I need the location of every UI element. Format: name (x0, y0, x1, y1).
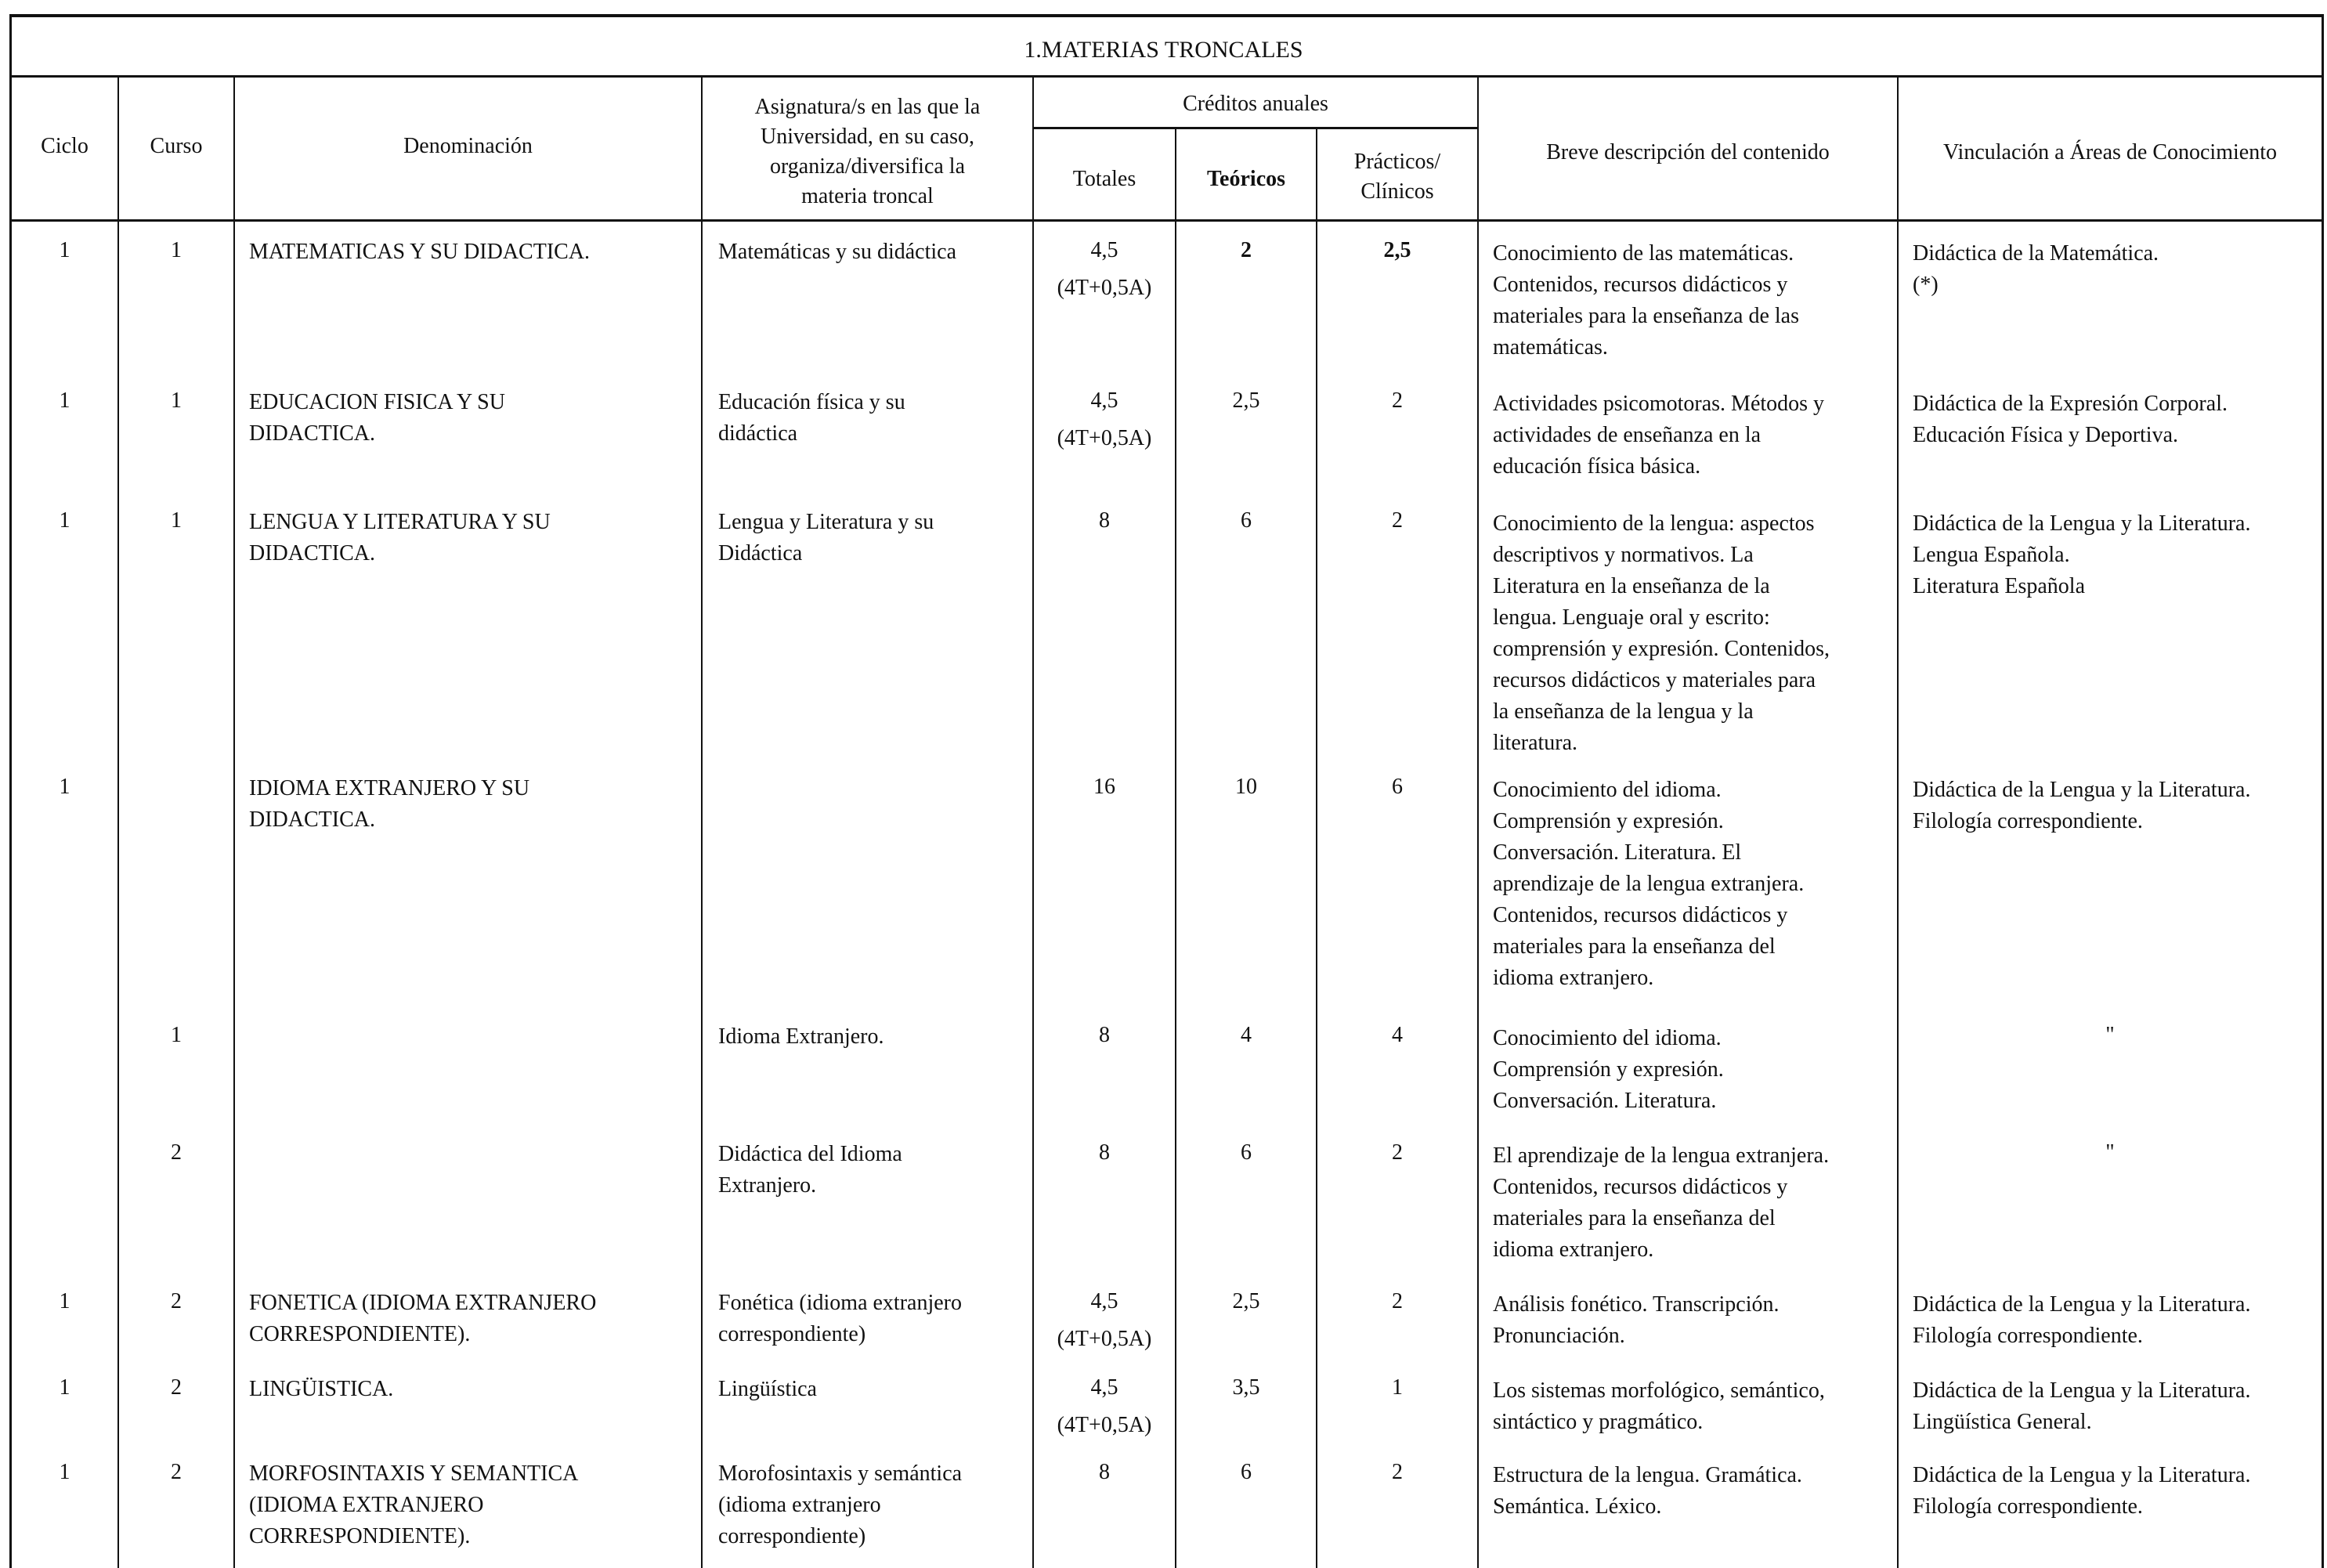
cell-asignatura (718, 507, 934, 569)
descripcion-line: Conocimiento de la lengua: aspectos (1493, 511, 1815, 536)
vinculacion-line: Educación Física y Deportiva. (1913, 423, 2179, 447)
descripcion-line: Contenidos, recursos didácticos y (1493, 1175, 1788, 1199)
descripcion-line: aprendizaje de la lengua extranjera. (1493, 872, 1805, 896)
descripcion-line: materiales para la enseñanza del (1493, 934, 1776, 959)
descripcion-line: recursos didácticos y materiales para (1493, 668, 1816, 692)
asignatura-line: (idioma extranjero (718, 1493, 881, 1517)
vinculacion-line: Didáctica de la Lengua y la Literatura. (1913, 1292, 2251, 1317)
col-rule-3 (701, 75, 703, 1568)
cell-descripcion (1493, 775, 1804, 994)
cell-teoricos: 4 (1241, 1023, 1252, 1047)
header-ciclo: Ciclo (41, 134, 89, 158)
cell-practicos: 2 (1392, 1140, 1403, 1165)
cell-teoricos: 2,5 (1232, 1289, 1260, 1313)
descripcion-line: educación física básica. (1493, 454, 1701, 479)
asignatura-line: didáctica (718, 421, 798, 446)
cell-vinculacion (1913, 388, 2228, 451)
cell-descripcion (1493, 1375, 1825, 1438)
header-descripcion: Breve descripción del contenido (1546, 140, 1830, 164)
cell-ciclo: 1 (59, 1375, 70, 1400)
cell-asignatura (718, 1021, 883, 1053)
descripcion-line: Contenidos, recursos didácticos y (1493, 903, 1788, 927)
cell-asignatura (718, 1374, 817, 1405)
header-practicos-line: Prácticos/ (1353, 150, 1441, 174)
cell-curso: 1 (171, 508, 182, 533)
asignatura-line: Educación física y su (718, 390, 905, 414)
descripcion-line: Conocimiento del idioma. (1493, 778, 1722, 802)
vinculacion-line: Didáctica de la Lengua y la Literatura. (1913, 1463, 2251, 1487)
cell-descripcion (1493, 1023, 1724, 1117)
descripcion-line: sintáctico y pragmático. (1493, 1410, 1704, 1434)
cell-totales: 4,5 (1090, 238, 1118, 262)
cell-curso: 1 (171, 388, 182, 413)
cell-ciclo: 1 (59, 1460, 70, 1484)
cell-descripcion (1493, 238, 1799, 363)
asignatura-line: correspondiente) (718, 1322, 866, 1346)
cell-practicos: 4 (1392, 1023, 1403, 1047)
cell-practicos: 2 (1392, 508, 1403, 533)
rule-below-header (12, 219, 2322, 222)
descripcion-line: comprensión y expresión. Contenidos, (1493, 637, 1830, 661)
denominacion-line: CORRESPONDIENTE). (249, 1524, 471, 1548)
descripcion-line: Comprensión y expresión. (1493, 1057, 1724, 1082)
cell-teoricos: 2 (1241, 238, 1252, 262)
header-practicos-line: Clínicos (1360, 179, 1434, 204)
cell-vinculacion (1913, 1289, 2250, 1352)
col-rule-1 (117, 75, 119, 1568)
cell-curso: 2 (171, 1460, 182, 1484)
cell-teoricos: 6 (1241, 508, 1252, 533)
cell-totales: 8 (1099, 1140, 1110, 1165)
vinculacion-line: Lengua Española. (1913, 543, 2070, 567)
cell-teoricos: 10 (1235, 775, 1257, 799)
cell-practicos: 6 (1392, 775, 1403, 799)
cell-practicos: 2 (1392, 1289, 1403, 1313)
descripcion-line: Conocimiento del idioma. (1493, 1026, 1722, 1050)
col-rule-5 (1175, 127, 1176, 1568)
cell-teoricos: 6 (1241, 1140, 1252, 1165)
descripcion-line: Literatura en la enseñanza de la (1493, 574, 1770, 598)
cell-denominacion (249, 387, 505, 450)
cell-denominacion (249, 1458, 578, 1552)
col-rule-6 (1316, 127, 1317, 1568)
cell-teoricos: 3,5 (1232, 1375, 1260, 1400)
descripcion-line: descriptivos y normativos. La (1493, 543, 1754, 567)
denominacion-line: MORFOSINTAXIS Y SEMANTICA (249, 1461, 579, 1486)
cell-ciclo: 1 (59, 238, 70, 262)
denominacion-line: (IDIOMA EXTRANJERO (249, 1493, 484, 1517)
asignatura-line: correspondiente) (718, 1524, 866, 1548)
cell-asignatura (718, 1139, 902, 1201)
asignatura-line: Extranjero. (718, 1173, 817, 1198)
vinculacion-line: Filología correspondiente. (1913, 1324, 2143, 1348)
cell-totales: 8 (1099, 1023, 1110, 1047)
asignatura-line: Morofosintaxis y semántica (718, 1461, 963, 1486)
descripcion-line: materiales para la enseñanza del (1493, 1206, 1776, 1230)
asignatura-line: Lengua y Literatura y su (718, 510, 934, 534)
descripcion-line: Contenidos, recursos didácticos y (1493, 273, 1788, 297)
cell-totales: 8 (1099, 1460, 1110, 1484)
cell-practicos: 2,5 (1383, 238, 1411, 262)
descripcion-line: Los sistemas morfológico, semántico, (1493, 1378, 1825, 1403)
descripcion-line: matemáticas. (1493, 335, 1608, 359)
cell-denominacion (249, 237, 590, 268)
cell-totales: 4,5 (1090, 1375, 1118, 1400)
vinculacion-line: Literatura Española (1913, 574, 2086, 598)
header-asignatura (703, 92, 1032, 211)
vinculacion-line: Didáctica de la Lengua y la Literatura. (1913, 1378, 2251, 1403)
cell-totales-note: (4T+0,5A) (1057, 426, 1152, 450)
asignatura-line: Idioma Extranjero. (718, 1024, 884, 1049)
header-creditos: Créditos anuales (1183, 92, 1328, 116)
header-asignatura-line: Asignatura/s en las que la (754, 95, 981, 119)
header-vinculacion: Vinculación a Áreas de Conocimiento (1943, 140, 2277, 164)
cell-totales: 4,5 (1090, 388, 1118, 413)
denominacion-line: MATEMATICAS Y SU DIDACTICA. (249, 240, 591, 264)
descripcion-line: lengua. Lenguaje oral y escrito: (1493, 605, 1770, 630)
cell-practicos: 2 (1392, 1460, 1403, 1484)
denominacion-line: IDIOMA EXTRANJERO Y SU (249, 776, 530, 800)
cell-curso: 2 (171, 1289, 182, 1313)
cell-totales-note: (4T+0,5A) (1057, 1327, 1152, 1351)
vinculacion-line: Didáctica de la Lengua y la Literatura. (1913, 511, 2251, 536)
cell-asignatura (718, 1288, 962, 1350)
col-rule-7 (1477, 75, 1479, 1568)
denominacion-line: DIDACTICA. (249, 421, 375, 446)
cell-vinculacion-ditto: " (2105, 1023, 2115, 1047)
denominacion-line: LENGUA Y LITERATURA Y SU (249, 510, 551, 534)
cell-denominacion (249, 1288, 596, 1350)
header-asignatura-line: organiza/diversifica la (769, 154, 966, 179)
descripcion-line: idioma extranjero. (1493, 966, 1654, 990)
descripcion-line: Comprensión y expresión. (1493, 809, 1724, 833)
cell-totales: 16 (1093, 775, 1115, 799)
cell-descripcion (1493, 388, 1824, 482)
cell-descripcion (1493, 1289, 1780, 1352)
descripcion-line: Conversación. Literatura. El (1493, 840, 1742, 865)
vinculacion-line: Didáctica de la Matemática. (1913, 241, 2159, 266)
cell-totales-note: (4T+0,5A) (1057, 1413, 1152, 1437)
cell-totales: 8 (1099, 508, 1110, 533)
vinculacion-line: Didáctica de la Expresión Corporal. (1913, 392, 2228, 416)
cell-descripcion (1493, 508, 1830, 759)
cell-curso: 1 (171, 238, 182, 262)
cell-practicos: 2 (1392, 388, 1403, 413)
descripcion-line: actividades de enseñanza en la (1493, 423, 1762, 447)
col-rule-2 (233, 75, 235, 1568)
descripcion-line: Conocimiento de las matemáticas. (1493, 241, 1794, 266)
denominacion-line: DIDACTICA. (249, 807, 375, 832)
cell-ciclo: 1 (59, 508, 70, 533)
header-denominacion: Denominación (403, 134, 533, 158)
cell-vinculacion-ditto: " (2105, 1140, 2115, 1165)
descripcion-line: la enseñanza de la lengua y la (1493, 699, 1754, 724)
vinculacion-line: Didáctica de la Lengua y la Literatura. (1913, 778, 2251, 802)
cell-totales: 4,5 (1090, 1289, 1118, 1313)
asignatura-line: Lingüística (718, 1377, 817, 1401)
cell-vinculacion (1913, 238, 2159, 301)
cell-denominacion (249, 773, 529, 836)
descripcion-line: Conversación. Literatura. (1493, 1089, 1717, 1113)
asignatura-line: Fonética (idioma extranjero (718, 1291, 962, 1315)
descripcion-line: Actividades psicomotoras. Métodos y (1493, 392, 1825, 416)
vinculacion-line: Filología correspondiente. (1913, 809, 2143, 833)
section-title: 1.MATERIAS TRONCALES (1024, 37, 1303, 63)
cell-asignatura (718, 387, 905, 450)
cell-vinculacion (1913, 1375, 2250, 1438)
vinculacion-line: Lingüística General. (1913, 1410, 2092, 1434)
denominacion-line: CORRESPONDIENTE). (249, 1322, 471, 1346)
descripcion-line: Pronunciación. (1493, 1324, 1625, 1348)
descripcion-line: idioma extranjero. (1493, 1237, 1654, 1262)
descripcion-line: materiales para la enseñanza de las (1493, 304, 1800, 328)
cell-descripcion (1493, 1460, 1802, 1523)
denominacion-line: FONETICA (IDIOMA EXTRANJERO (249, 1291, 597, 1315)
cell-asignatura (718, 237, 956, 268)
cell-asignatura (718, 1458, 962, 1552)
cell-teoricos: 2,5 (1232, 388, 1260, 413)
cell-denominacion (249, 507, 551, 569)
header-practicos (1317, 147, 1477, 207)
cell-vinculacion (1913, 508, 2250, 602)
descripcion-line: Estructura de la lengua. Gramática. (1493, 1463, 1802, 1487)
header-asignatura-line: Universidad, en su caso, (761, 125, 974, 149)
header-teoricos: Teóricos (1206, 167, 1286, 191)
cell-denominacion (249, 1374, 393, 1405)
cell-ciclo: 1 (59, 775, 70, 799)
asignatura-line: Matemáticas y su didáctica (718, 240, 956, 264)
denominacion-line: EDUCACION FISICA Y SU (249, 390, 505, 414)
cell-teoricos: 6 (1241, 1460, 1252, 1484)
vinculacion-line: (*) (1913, 273, 1939, 297)
denominacion-line: DIDACTICA. (249, 541, 375, 565)
cell-curso: 2 (171, 1140, 182, 1165)
cell-vinculacion (1913, 775, 2250, 837)
cell-practicos: 1 (1392, 1375, 1403, 1400)
header-curso: Curso (150, 134, 203, 158)
asignatura-line: Didáctica (718, 541, 803, 565)
descripcion-line: El aprendizaje de la lengua extranjera. (1493, 1143, 1830, 1168)
cell-ciclo: 1 (59, 1289, 70, 1313)
cell-ciclo: 1 (59, 388, 70, 413)
descripcion-line: Análisis fonético. Transcripción. (1493, 1292, 1780, 1317)
descripcion-line: literatura. (1493, 731, 1578, 755)
descripcion-line: Semántica. Léxico. (1493, 1494, 1662, 1519)
rule-below-creditos (1034, 127, 1477, 129)
denominacion-line: LINGÜISTICA. (249, 1377, 394, 1401)
col-rule-8 (1897, 75, 1899, 1568)
cell-curso: 1 (171, 1023, 182, 1047)
cell-curso: 2 (171, 1375, 182, 1400)
cell-descripcion (1493, 1140, 1829, 1266)
header-totales: Totales (1072, 167, 1136, 191)
vinculacion-line: Filología correspondiente. (1913, 1494, 2143, 1519)
rule-below-title (12, 75, 2322, 78)
cell-vinculacion (1913, 1460, 2250, 1523)
header-asignatura-line: materia troncal (801, 184, 934, 208)
cell-totales-note: (4T+0,5A) (1057, 276, 1152, 300)
asignatura-line: Didáctica del Idioma (718, 1142, 902, 1166)
